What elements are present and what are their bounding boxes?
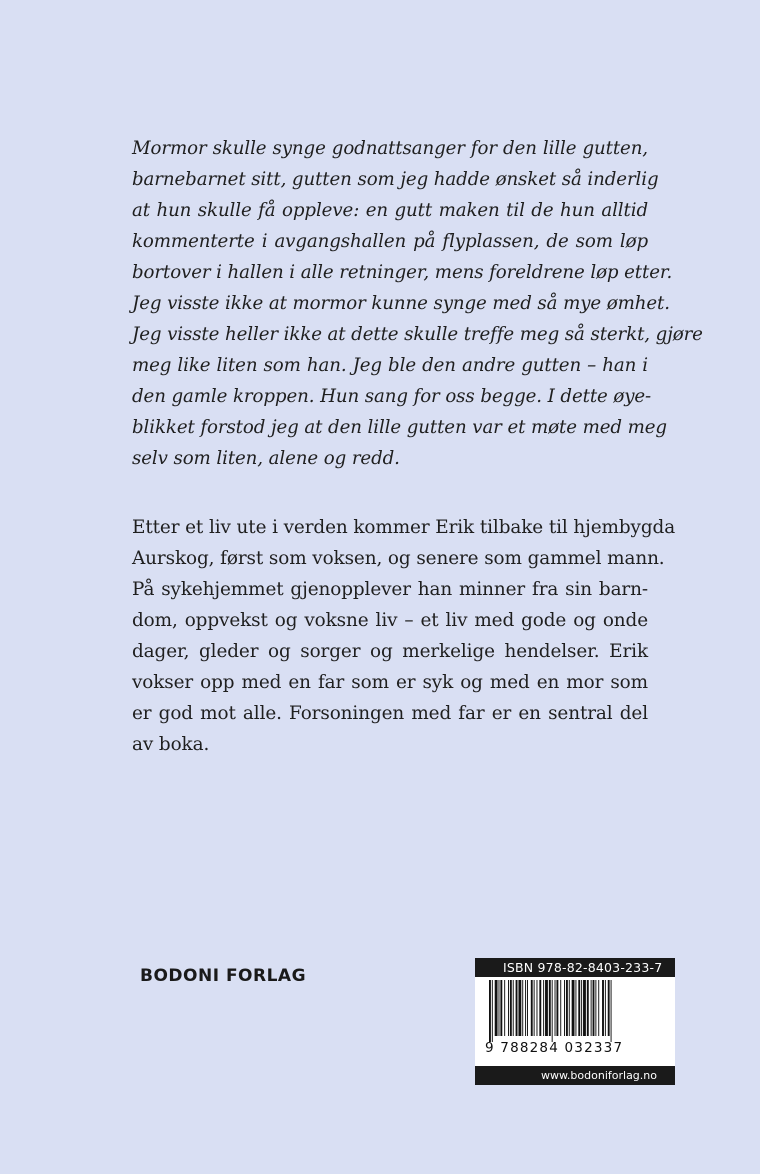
quote-line: at hun skulle få oppleve: en gutt maken til de hun alltid xyxy=(132,200,648,221)
quote-line: meg like liten som han. Jeg ble den andre gutten – han i xyxy=(132,355,648,376)
quote-line: den gamle kroppen. Hun sang for oss begge. I dette øye- xyxy=(132,386,652,407)
isbn-label: ISBN 978-82-8403-233-7 xyxy=(475,958,675,977)
blurb-line: vokser opp med en far som er syk og med en mor som xyxy=(132,672,648,693)
blurb-line: dager, gleder og sorger og merkelige hendelser. Erik xyxy=(132,641,648,662)
blurb-line: av boka. xyxy=(132,734,210,755)
publisher-website: www.bodoniforlag.no xyxy=(475,1066,675,1085)
blurb-line: Aurskog, først som voksen, og senere som gammel mann. xyxy=(132,548,665,569)
quote-line: selv som liten, alene og redd. xyxy=(132,448,400,469)
quote-line: Jeg visste ikke at mormor kunne synge med så mye ømhet. xyxy=(132,293,670,314)
quote-line: barnebarnet sitt, gutten som jeg hadde ønsket så inderlig xyxy=(132,169,659,190)
isbn-barcode-block xyxy=(475,958,675,1085)
quote-line: kommenterte i avgangshallen på flyplassen, de som løp xyxy=(132,231,648,252)
blurb-line: Etter et liv ute i verden kommer Erik tilbake til hjembygda xyxy=(132,517,676,538)
blurb-line: er god mot alle. Forsoningen med far er en sentral del xyxy=(132,703,648,724)
back-cover-blurb xyxy=(132,512,676,760)
barcode-icon xyxy=(483,980,669,1042)
quote-line: Jeg visste heller ikke at dette skulle treffe meg så sterkt, gjøre xyxy=(132,324,703,345)
quote-line: blikket forstod jeg at den lille gutten var et møte med meg xyxy=(132,417,667,438)
quote-line: Mormor skulle synge godnattsanger for den lille gutten, xyxy=(132,138,648,159)
publisher-name: BODONI FORLAG xyxy=(140,966,307,986)
blurb-line: På sykehjemmet gjenopplever han minner fra sin barn- xyxy=(132,579,648,600)
barcode-digits: 9 788284 032337 xyxy=(485,1040,624,1056)
quote-line: bortover i hallen i alle retninger, mens foreldrene løp etter. xyxy=(132,262,673,283)
blurb-line: dom, oppvekst og voksne liv – et liv med gode og onde xyxy=(132,610,648,631)
back-cover-quote xyxy=(132,133,703,474)
